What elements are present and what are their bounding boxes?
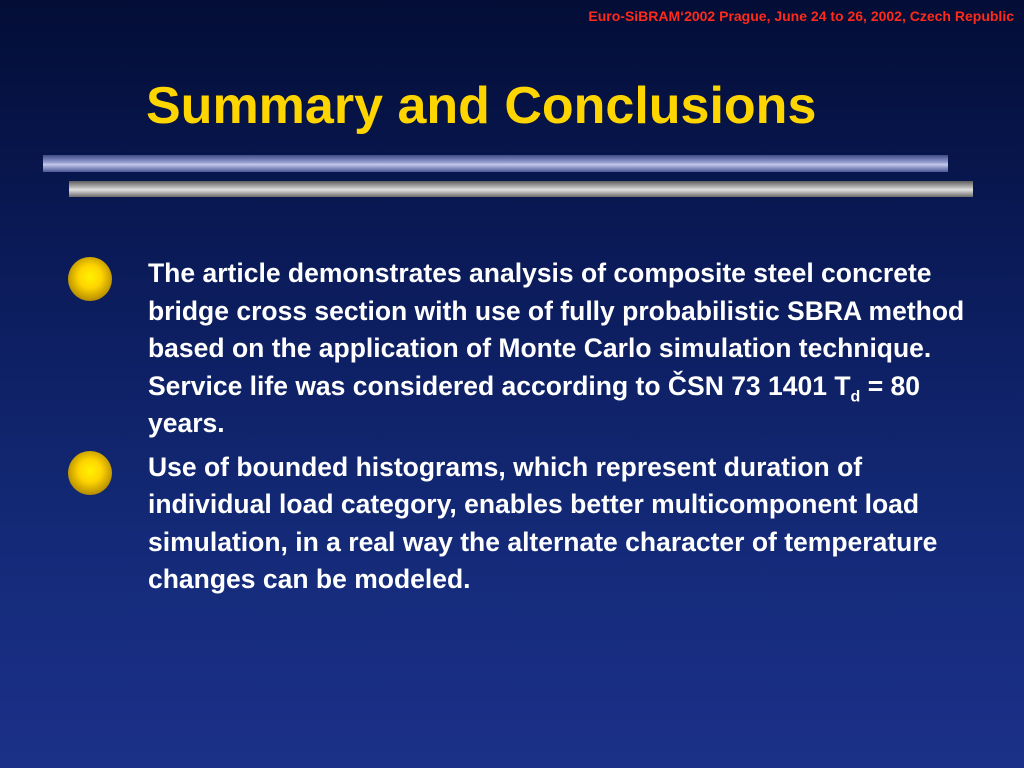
service-life-subscript: d <box>850 387 861 405</box>
title-divider-bottom <box>69 181 973 197</box>
bullet-list <box>0 255 1024 605</box>
bullet-text <box>148 255 978 443</box>
slide-title: Summary and Conclusions <box>146 77 817 135</box>
bullet-text-end: = 80 years. <box>148 370 921 438</box>
bullet-dot-icon <box>68 451 112 495</box>
title-divider-top <box>43 155 948 172</box>
bullet-item <box>0 255 1024 443</box>
bullet-text: Use of bounded histograms, which represent duration of individual load category, enables better multicomponent load simulation, in a real way the alternate character of temperature changes can be modeled. <box>148 451 938 594</box>
bullet-dot-icon <box>68 257 112 301</box>
conference-header-note: Euro-SiBRAM‘2002 Prague, June 24 to 26, 2002, Czech Republic <box>588 8 1014 24</box>
bullet-item <box>0 449 1024 599</box>
bullet-text-main: The article demonstrates analysis of composite steel concrete bridge cross section with use of fully probabilistic SBRA method based on the application of Monte Carlo simulation technique. Service life was considered according to ČSN 73 1401 T <box>148 258 965 401</box>
